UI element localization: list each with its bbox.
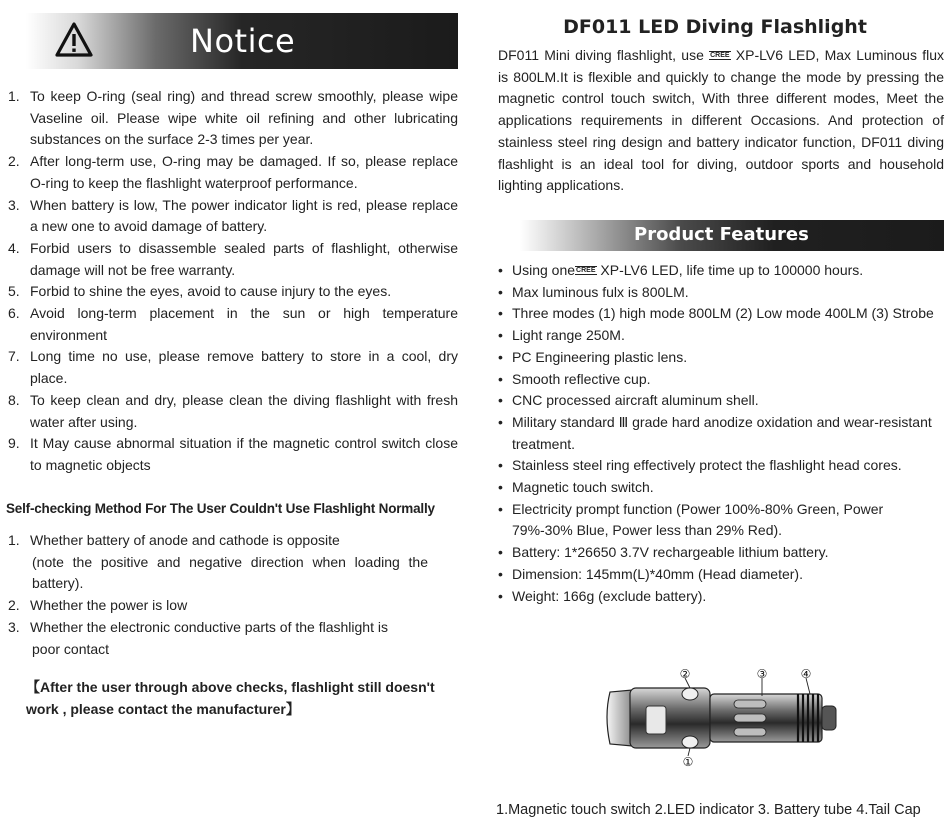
feature-item [498, 542, 944, 564]
product-title: DF011 LED Diving Flashlight [563, 16, 867, 38]
bullet-icon: • [498, 305, 503, 322]
item-text: To keep clean and dry, please clean the diving flashlight with fresh water after using. [30, 391, 458, 430]
item-text-continued: (note the positive and negative direction when loading the battery). [32, 553, 428, 592]
item-text: Forbid to shine the eyes, avoid to cause injury to the eyes. [30, 283, 392, 300]
item-text: When battery is low, The power indicator light is red, please replace a new one to avoid damage of battery. [30, 196, 458, 235]
bullet-icon: • [498, 262, 503, 278]
notice-banner [26, 13, 458, 69]
feature-item [498, 477, 944, 499]
item-number: 2. [8, 153, 20, 170]
bullet-icon: • [498, 370, 503, 387]
notice-item [8, 195, 458, 238]
bullet-icon: • [498, 327, 503, 344]
item-number: 3. [8, 618, 20, 635]
cree-logo: CREE [576, 267, 596, 274]
feature-text: Battery: 1*26650 3.7V rechargeable lithium battery. [512, 544, 829, 561]
notice-item [8, 151, 458, 194]
diagram-caption: 1.Magnetic touch switch 2.LED indicator 3. Battery tube 4.Tail Cap [496, 802, 921, 818]
notice-title: Notice [190, 22, 296, 60]
notice-list [8, 86, 458, 477]
callout-3: ③ [756, 667, 768, 681]
features-list [498, 260, 944, 607]
item-text: Long time no use, please remove battery to store in a cool, dry place. [30, 348, 458, 387]
self-check-item [8, 595, 428, 617]
feature-text: Light range 250M. [512, 327, 625, 344]
feature-text: Three modes (1) high mode 800LM (2) Low mode 400LM (3) Strobe [512, 305, 934, 322]
feature-item [498, 455, 944, 477]
warning-icon [54, 21, 94, 59]
flashlight-diagram [602, 666, 852, 770]
feature-item [498, 499, 944, 542]
feature-item [498, 586, 944, 608]
notice-item [8, 281, 458, 303]
item-number: 7. [8, 348, 20, 365]
bullet-icon: • [498, 500, 503, 517]
bullet-icon: • [498, 544, 503, 561]
feature-text: PC Engineering plastic lens. [512, 348, 688, 365]
feature-item [498, 412, 944, 455]
item-number: 3. [8, 196, 20, 213]
callout-4: ④ [800, 667, 812, 681]
notice-item [8, 303, 458, 346]
bullet-icon: • [498, 283, 503, 300]
cree-logo: CREE [710, 52, 730, 59]
notice-item [8, 346, 458, 389]
bullet-icon: • [498, 479, 503, 496]
feature-text: Stainless steel ring effectively protect the flashlight head cores. [512, 457, 902, 474]
bullet-icon: • [498, 457, 503, 474]
feature-text: Military standard Ⅲ grade hard anodize oxidation and wear-resistant treatment. [512, 413, 932, 452]
bullet-icon: • [498, 348, 503, 365]
features-banner [520, 220, 944, 251]
feature-text: Smooth reflective cup. [512, 370, 651, 387]
item-number: 1. [8, 88, 20, 104]
feature-item [498, 564, 944, 586]
feature-text: Max luminous fulx is 800LM. [512, 283, 689, 300]
item-text: Forbid users to disassemble sealed parts of flashlight, otherwise damage will not be free warranty. [30, 239, 458, 278]
item-text: Whether battery of anode and cathode is opposite [30, 532, 340, 548]
feature-item [498, 303, 944, 325]
feature-item [498, 369, 944, 391]
item-number: 2. [8, 597, 20, 614]
item-text: Avoid long-term placement in the sun or high temperature environment [30, 305, 458, 343]
feature-item [498, 260, 944, 282]
description-lead: DF011 Mini diving flashlight, use [498, 47, 704, 63]
item-number: 5. [8, 283, 20, 300]
feature-text: Magnetic touch switch. [512, 479, 654, 496]
product-description [498, 45, 944, 197]
bullet-icon: • [498, 392, 503, 409]
feature-text: Weight: 166g (exclude battery). [512, 587, 707, 604]
features-title: Product Features [634, 224, 809, 245]
feature-text: Electricity prompt function (Power 100%-80% Green, Power 79%-30% Blue, Power less than 29% Red). [512, 500, 884, 539]
item-text-continued: poor contact [32, 640, 110, 657]
callout-1: ① [682, 755, 694, 769]
feature-text: XP-LV6 LED, life time up to 100000 hours. [600, 262, 864, 278]
feature-item [498, 390, 944, 412]
callout-2: ② [679, 667, 691, 681]
self-check-list [8, 530, 428, 660]
feature-text: Dimension: 145mm(L)*40mm (Head diameter). [512, 565, 803, 582]
feature-item [498, 347, 944, 369]
notice-item [8, 433, 458, 476]
self-check-item [8, 530, 428, 595]
notice-item [8, 238, 458, 281]
item-number: 4. [8, 239, 20, 256]
item-text: It May cause abnormal situation if the magnetic control switch close to magnetic objects [30, 435, 458, 473]
feature-lead: Using one [512, 262, 576, 278]
item-number: 1. [8, 532, 20, 548]
self-check-title: Self-checking Method For The User Couldn't Use Flashlight Normally [6, 501, 435, 516]
item-number: 6. [8, 305, 20, 322]
bullet-icon: • [498, 565, 503, 582]
contact-note: 【After the user through above checks, flashlight still doesn't work , please contact the manufacturer】 [26, 679, 435, 717]
feature-item [498, 325, 944, 347]
item-text: Whether the power is low [30, 597, 188, 614]
item-text: After long-term use, O-ring may be damaged. If so, please replace O-ring to keep the flashlight waterproof performance. [30, 153, 458, 191]
notice-item [8, 86, 458, 151]
item-text: To keep O-ring (seal ring) and thread screw smoothly, please wipe Vaseline oil. Please wipe white oil refining and other lubricating substances on the surface 2-3 times per year. [30, 88, 458, 148]
feature-text: CNC processed aircraft aluminum shell. [512, 392, 759, 409]
self-check-item [8, 617, 428, 660]
feature-item [498, 282, 944, 304]
notice-item [8, 390, 458, 433]
description-body: XP-LV6 LED, Max Luminous flux is 800LM.It is flexible and quickly to change the mode by pressing the magnetic control touch switch, With three different modes, Meet the applications requirements in different Occasions. And protection of stainless steel ring design and battery indicator function, DF011 diving flashlight is an ideal tool for diving, outdoor sports and household lighting applications. [498, 47, 944, 194]
item-text: Whether the electronic conductive parts of the flashlight is [30, 618, 388, 635]
bullet-icon: • [498, 413, 503, 430]
item-number: 9. [8, 435, 20, 452]
bullet-icon: • [498, 587, 503, 604]
item-number: 8. [8, 391, 20, 408]
